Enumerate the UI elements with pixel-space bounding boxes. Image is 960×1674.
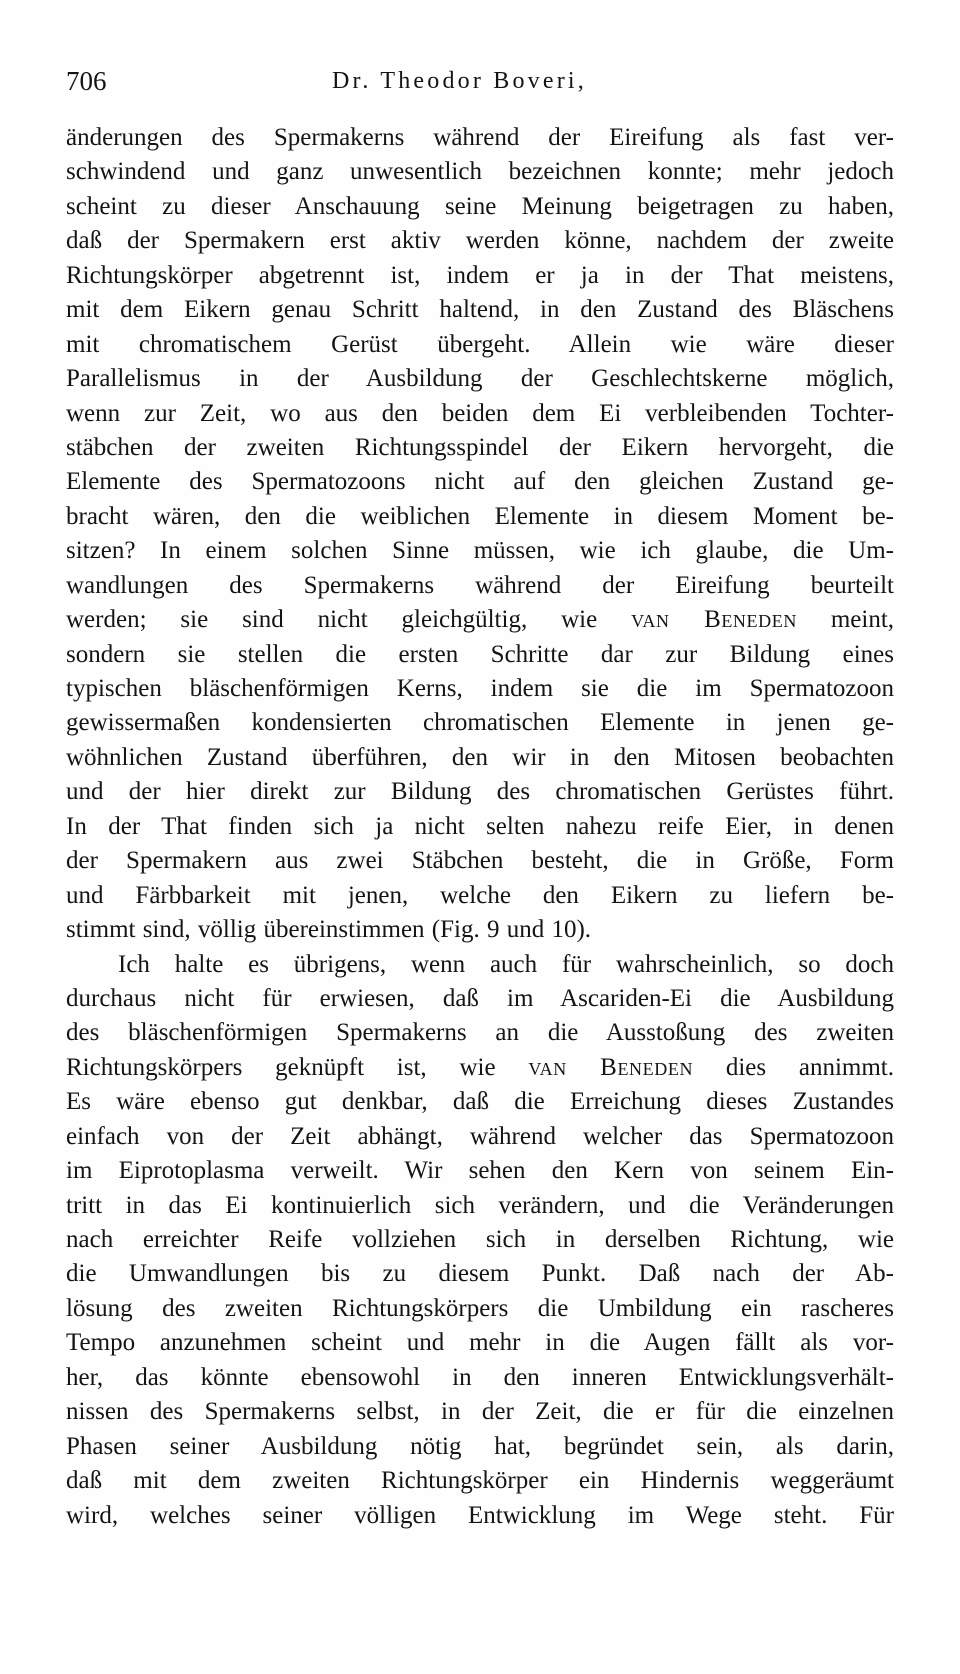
text-line: Ich halte es übrigens, wenn auch für wahrscheinlich, so doch xyxy=(118,950,894,978)
text-line: des bläschenförmigen Spermakerns an die Ausstoßung des zweiten xyxy=(66,1019,894,1047)
text-line xyxy=(66,603,894,637)
text-line: tritt in das Ei kontinuierlich sich verändern, und die Veränderungen xyxy=(66,1191,894,1219)
text-line: Es wäre ebenso gut denkbar, daß die Erreichung dieses Zustandes xyxy=(66,1088,894,1116)
text-line: mit chromatischem Gerüst übergeht. Allein wie wäre dieser xyxy=(66,330,894,358)
text-line: daß der Spermakern erst aktiv werden könne, nachdem der zweite xyxy=(66,227,894,255)
text-run: meint, xyxy=(796,606,895,634)
text-line: stäbchen der zweiten Richtungsspindel der Eikern hervorgeht, die xyxy=(66,433,894,461)
text-line xyxy=(66,1051,894,1085)
text-line: sitzen? In einem solchen Sinne müssen, wie ich glaube, die Um- xyxy=(66,537,894,565)
text-line: stimmt sind, völlig übereinstimmen (Fig. 9 und 10). xyxy=(66,916,592,944)
text-line: und Färbbarkeit mit jenen, welche den Eikern zu liefern be- xyxy=(66,881,894,909)
text-line: her, das könnte ebensowohl in den inneren Entwicklungsverhält- xyxy=(66,1363,894,1391)
text-line: nach erreichter Reife vollziehen sich in derselben Richtung, wie xyxy=(66,1226,894,1253)
text-line: Elemente des Spermatozoons nicht auf den gleichen Zustand ge- xyxy=(66,468,894,496)
page-number: 706 xyxy=(66,66,107,96)
body-text xyxy=(66,121,894,1533)
text-line: nissen des Spermakerns selbst, in der Zeit, die er für die einzelnen xyxy=(66,1398,894,1426)
text-line: gewissermaßen kondensierten chromatischen Elemente in jenen ge- xyxy=(66,709,894,737)
text-line: wird, welches seiner völligen Entwicklung im Wege steht. Für xyxy=(66,1501,894,1529)
text-run: werden; sie sind nicht gleichgültig, wie xyxy=(66,606,632,634)
text-run: dies annimmt. xyxy=(693,1053,895,1081)
text-line: die Umwandlungen bis zu diesem Punkt. Daß nach der Ab- xyxy=(66,1260,894,1288)
text-line: schwindend und ganz unwesentlich bezeichnen konnte; mehr jedoch xyxy=(66,158,894,186)
text-line: Parallelismus in der Ausbildung der Geschlechtskerne möglich, xyxy=(66,365,894,393)
text-line: wandlungen des Spermakerns während der Eireifung beurteilt xyxy=(66,571,894,599)
text-line: der Spermakern aus zwei Stäbchen besteht, die in Größe, Form xyxy=(66,847,894,875)
text-line: änderungen des Spermakerns während der Eireifung als fast ver- xyxy=(66,124,894,151)
text-line: Tempo anzunehmen scheint und mehr in die Augen fällt als vor- xyxy=(66,1329,894,1357)
text-line: In der That finden sich ja nicht selten nahezu reife Eier, in denen xyxy=(66,812,894,840)
text-line: Phasen seiner Ausbildung nötig hat, begründet sein, als darin, xyxy=(66,1432,894,1460)
text-line: und der hier direkt zur Bildung des chromatischen Gerüstes führt. xyxy=(66,778,894,806)
text-line: Richtungskörper abgetrennt ist, indem er ja in der That meistens, xyxy=(66,261,894,289)
text-line: scheint zu dieser Anschauung seine Meinung beigetragen zu haben, xyxy=(66,192,894,220)
text-line: wenn zur Zeit, wo aus den beiden dem Ei verbleibenden Tochter- xyxy=(66,399,894,427)
text-line: sondern sie stellen die ersten Schritte dar zur Bildung eines xyxy=(66,640,894,668)
text-line: bracht wären, den die weiblichen Elemente in diesem Moment be- xyxy=(66,502,894,530)
text-line: daß mit dem zweiten Richtungskörper ein Hindernis weggeräumt xyxy=(66,1467,894,1495)
text-line: typischen bläschenförmigen Kerns, indem sie die im Spermatozoon xyxy=(66,675,894,702)
text-line: im Eiprotoplasma verweilt. Wir sehen den Kern von seinem Ein- xyxy=(66,1157,894,1185)
text-line: lösung des zweiten Richtungskörpers die Umbildung ein rascheres xyxy=(66,1294,894,1322)
author-name-smallcaps: van Beneden xyxy=(631,606,797,634)
running-title-author: Dr. Theodor Boveri, xyxy=(332,68,587,94)
text-line: durchaus nicht für erwiesen, daß im Ascariden-Ei die Ausbildung xyxy=(66,984,894,1012)
text-run: Richtungskörpers geknüpft ist, wie xyxy=(66,1053,529,1081)
text-line: wöhnlichen Zustand überführen, den wir in den Mitosen beobachten xyxy=(66,743,894,771)
running-head xyxy=(66,66,894,100)
text-line: mit dem Eikern genau Schritt haltend, in den Zustand des Bläschens xyxy=(66,296,894,324)
author-name-smallcaps: van Beneden xyxy=(528,1053,694,1081)
text-line: einfach von der Zeit abhängt, während welcher das Spermatozoon xyxy=(66,1122,894,1150)
